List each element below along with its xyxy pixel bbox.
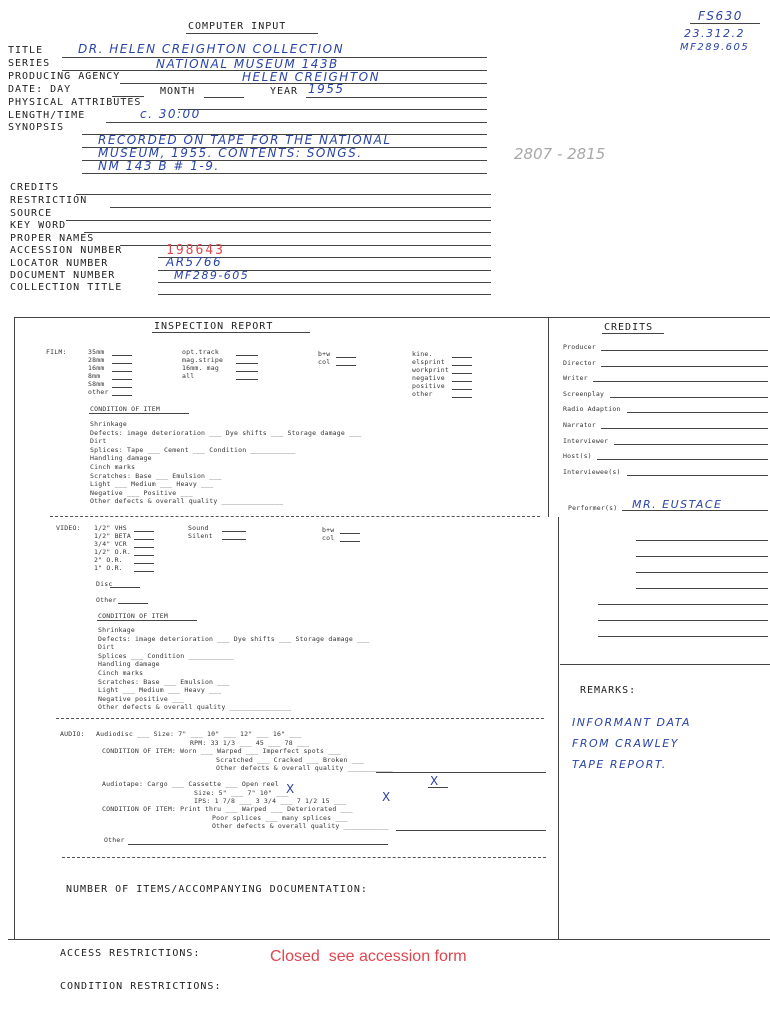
film-label: FILM: [46, 348, 67, 356]
video-condition-item: Cinch marks [98, 669, 144, 677]
physical-line [178, 109, 487, 110]
inspection-underline [152, 332, 310, 333]
audiodisc-row: Audiodisc ___ Size: 7" ___ 10" ___ 12" ___ 16" ___ [96, 730, 302, 738]
video-format-option-line [134, 531, 154, 532]
access-restrictions-label: ACCESS RESTRICTIONS: [60, 948, 201, 959]
remarks-line-1: INFORMANT DATA [572, 716, 691, 729]
film-condition-item: Handling damage [90, 454, 152, 463]
keyword-line [84, 232, 491, 233]
credit-role-label: Narrator [563, 421, 596, 429]
agency-label: PRODUCING AGENCY [8, 71, 121, 82]
credit-role-line [627, 412, 768, 413]
month-line [204, 97, 244, 98]
video-color-option: b+w [322, 526, 335, 534]
film-track-option: 16mm. mag [182, 364, 220, 372]
performer-blank-line [598, 604, 768, 605]
locator-label: LOCATOR NUMBER [10, 258, 109, 269]
film-size-option: 35mm [88, 348, 105, 356]
performer-blank-line [636, 572, 768, 573]
frame-divider-lower [558, 517, 559, 939]
film-print-option: negative [412, 374, 445, 382]
video-condition-item: Light ___ Medium ___ Heavy ___ [98, 686, 222, 695]
document-label: DOCUMENT NUMBER [10, 270, 116, 281]
collection-line [158, 294, 491, 295]
video-condition-item: Negative positive ___ [98, 694, 185, 703]
film-size-option: 28mm [88, 356, 105, 364]
length-label: LENGTH/TIME [8, 110, 86, 121]
film-track-option: opt.track [182, 348, 220, 356]
credit-role-line [593, 381, 768, 382]
remarks-top-line [560, 664, 770, 665]
inspection-heading: INSPECTION REPORT [154, 321, 274, 332]
film-size-option: other [88, 388, 109, 396]
frame-bottom [8, 939, 770, 940]
video-sound-option: Silent [188, 532, 213, 540]
series-label: SERIES [8, 58, 51, 69]
film-size-option: 16mm [88, 364, 105, 372]
film-print-option: kine. [412, 350, 433, 358]
size-7-check: X [286, 782, 296, 796]
corner-mf-number: MF289.605 [680, 42, 750, 53]
audio-separator [62, 857, 546, 858]
synopsis-line-d [82, 173, 487, 174]
video-condition-item: Scratches: Base ___ Emulsion ___ [98, 677, 230, 686]
film-size-option-line [112, 395, 132, 396]
open-reel-check: X [430, 774, 440, 788]
film-print-option-line [452, 389, 472, 390]
form-heading: COMPUTER INPUT [188, 21, 287, 32]
video-format-option: 1/2" VHS [94, 524, 127, 532]
corner-fs-number: FS630 [698, 9, 743, 23]
film-size-option-line [112, 355, 132, 356]
corner-underline [690, 23, 760, 24]
credit-role-label: Host(s) [563, 452, 592, 461]
agency-value: HELEN CREIGHTON [242, 70, 381, 84]
source-label: SOURCE [10, 208, 53, 219]
pencil-range: 2807 - 2815 [514, 145, 606, 163]
credit-role-line [601, 350, 768, 351]
video-condition-underline [97, 620, 197, 621]
video-condition-item: Dirt [98, 643, 115, 652]
film-color-option-line [336, 365, 356, 366]
film-separator [50, 516, 540, 517]
film-print-option: other [412, 390, 433, 398]
proper-label: PROPER NAMES [10, 233, 95, 244]
credit-role-label: Director [563, 358, 596, 367]
year-value: 1955 [308, 82, 345, 96]
ips-check: X [382, 790, 392, 804]
video-disc: Disc [96, 580, 113, 588]
accession-label: ACCESSION NUMBER [10, 245, 123, 256]
credits-line [76, 194, 491, 195]
collection-label: COLLECTION TITLE [10, 282, 123, 293]
film-print-option: workprint [412, 366, 450, 374]
credit-role-line [614, 444, 768, 445]
audio-condition-3: Other defects & overall quality ___________ [216, 764, 393, 772]
film-color-option: b+w [318, 350, 331, 358]
credit-role-label: Screenplay [563, 389, 605, 398]
film-condition-item: Shrinkage [90, 420, 128, 428]
video-disc-line [110, 587, 140, 588]
remarks-line-3: TAPE REPORT. [572, 758, 667, 771]
accession-value: 198643 [166, 243, 225, 258]
month-label: MONTH [160, 86, 196, 97]
film-print-option: positive [412, 382, 445, 390]
video-condition-item: Shrinkage [98, 626, 136, 634]
video-sound-option-line [222, 539, 246, 540]
film-size-option-line [112, 371, 132, 372]
corner-number-2: 23.312.2 [684, 27, 745, 40]
video-format-option-line [134, 555, 154, 556]
video-format-option: 3/4" VCR [94, 540, 127, 548]
audio-label: AUDIO: [60, 730, 85, 738]
year-line [306, 97, 487, 98]
film-track-option-line [236, 355, 258, 356]
credit-role-line [627, 475, 768, 476]
film-print-option-line [452, 397, 472, 398]
tape-condition-line [396, 830, 546, 831]
tape-condition-2: Poor splices ___ many splices ___ [212, 814, 348, 822]
film-print-option-line [452, 373, 472, 374]
credit-role-label: Writer [563, 374, 588, 383]
rpm-row: RPM: 33 1/3 ___ 45 ___ 78 ___ [190, 739, 310, 747]
video-format-option: 1/2" O.R. [94, 548, 132, 556]
audio-other: Other [104, 836, 125, 844]
performer-label: Performer(s) [568, 504, 618, 512]
frame-top [14, 317, 770, 318]
synopsis-text-2: MUSEUM, 1955. CONTENTS: SONGS. [98, 146, 363, 160]
video-format-option: 2" O.R. [94, 556, 123, 564]
film-track-option: all [182, 372, 195, 380]
length-line [106, 122, 487, 123]
performer-line [622, 510, 768, 511]
restriction-label: RESTRICTION [10, 195, 88, 206]
condition-restrictions-label: CONDITION RESTRICTIONS: [60, 981, 222, 992]
film-condition-item: Negative ___ Positive ___ [90, 488, 193, 497]
video-format-option-line [134, 563, 154, 564]
video-separator [56, 718, 544, 719]
credit-role-label: Radio Adaption [563, 405, 621, 414]
video-color-option-line [340, 533, 360, 534]
audio-condition-line [376, 772, 546, 773]
performer-blank-line [636, 588, 768, 589]
remarks-label: REMARKS: [580, 685, 637, 696]
frame-divider [548, 317, 549, 517]
tape-condition-3: Other defects & overall quality ___________ [212, 822, 389, 830]
performer-blank-line [598, 636, 768, 637]
open-reel-line [428, 787, 448, 788]
year-label: YEAR [270, 86, 299, 97]
audiotape-row: Audiotape: Cargo ___ Cassette ___ Open reel [102, 780, 279, 788]
film-color-option-line [336, 357, 356, 358]
locator-value: AR5766 [166, 255, 223, 269]
film-track-option-line [236, 363, 258, 364]
film-color-option: col [318, 358, 331, 366]
synopsis-text-1: RECORDED ON TAPE FOR THE NATIONAL [98, 133, 392, 147]
credit-role-line [601, 366, 768, 367]
access-stamp: Closed see accession form [270, 948, 467, 965]
film-condition-item: Splices: Tape ___ Cement ___ Condition ___________ [90, 445, 296, 454]
film-print-option-line [452, 365, 472, 366]
film-condition-item: Light ___ Medium ___ Heavy ___ [90, 480, 214, 489]
video-color-option-line [340, 541, 360, 542]
video-condition-item: Splices ___ Condition ___________ [98, 651, 234, 660]
audio-other-line [128, 844, 388, 845]
video-other: Other [96, 596, 117, 604]
video-format-option: 1/2" BETA [94, 532, 132, 540]
film-size-option-line [112, 379, 132, 380]
credits-heading: CREDITS [604, 322, 654, 333]
performer-blank-line [636, 556, 768, 557]
video-condition-heading: CONDITION OF ITEM [98, 612, 168, 620]
credit-role-line [601, 428, 768, 429]
film-size-option: 8mm [88, 372, 101, 380]
heading-underline [186, 33, 318, 34]
video-format-option-line [134, 547, 154, 548]
film-condition-item: Scratches: Base ___ Emulsion ___ [90, 471, 222, 480]
video-sound-option-line [222, 531, 246, 532]
synopsis-text-3: NM 143 B # 1-9. [98, 159, 220, 173]
film-print-option: elsprint [412, 358, 445, 366]
series-value: NATIONAL MUSEUM 143B [156, 57, 339, 71]
document-line [158, 282, 491, 283]
film-track-option: mag.stripe [182, 356, 224, 364]
credit-role-label: Interviewer [563, 436, 609, 445]
video-condition-item: Other defects & overall quality _______________ [98, 703, 292, 712]
physical-label: PHYSICAL ATTRIBUTES [8, 97, 142, 108]
performer-blank-line [598, 620, 768, 621]
title-label: TITLE [8, 45, 44, 56]
performer-blank-line [636, 540, 768, 541]
credit-role-label: Interviewee(s) [563, 467, 621, 476]
film-condition-item: Cinch marks [90, 463, 136, 471]
video-condition-item: Defects: image deterioration ___ Dye shifts ___ Storage damage ___ [98, 634, 370, 643]
video-other-line [118, 603, 148, 604]
film-track-option-line [236, 379, 258, 380]
audio-condition-2: Scratched ___ Cracked ___ Broken ___ [216, 756, 365, 764]
credits-label: CREDITS [10, 182, 60, 193]
film-track-option-line [236, 371, 258, 372]
remarks-line-2: FROM CRAWLEY [572, 737, 679, 750]
ips-row: IPS: 1 7/8 ___ 3 3/4 ___ 7 1/2 15 ___ [194, 797, 347, 805]
film-condition-underline [89, 413, 189, 414]
source-line [66, 220, 491, 221]
video-sound-option: Sound [188, 524, 209, 532]
document-value: MF289-605 [174, 269, 250, 282]
title-value: DR. HELEN CREIGHTON COLLECTION [78, 42, 345, 56]
film-print-option-line [452, 381, 472, 382]
restriction-line [110, 207, 491, 208]
frame-left [14, 317, 15, 939]
video-format-option-line [134, 539, 154, 540]
film-condition-item: Dirt [90, 437, 107, 446]
film-print-option-line [452, 357, 472, 358]
film-size-option-line [112, 363, 132, 364]
number-of-items: NUMBER OF ITEMS/ACCOMPANYING DOCUMENTATION: [66, 884, 368, 895]
video-condition-item: Handling damage [98, 660, 160, 669]
credit-role-label: Producer [563, 343, 596, 351]
audio-condition-1: CONDITION OF ITEM: Worn ___ Warped ___ Imperfect spots ___ [102, 747, 341, 755]
tape-condition-1: CONDITION OF ITEM: Print thru ___ Warped ___ Deteriorated ___ [102, 805, 353, 813]
film-size-option-line [112, 387, 132, 388]
film-size-option: S8mm [88, 380, 105, 388]
video-label: VIDEO: [56, 524, 81, 532]
film-condition-heading: CONDITION OF ITEM [90, 405, 160, 413]
video-format-option: 1" O.R. [94, 564, 123, 572]
credit-role-line [610, 397, 768, 398]
length-value: c. 30:00 [140, 107, 201, 121]
credits-underline [602, 333, 664, 334]
video-color-option: col [322, 534, 335, 542]
video-format-option-line [134, 571, 154, 572]
film-condition-item: Defects: image deterioration ___ Dye shifts ___ Storage damage ___ [90, 428, 362, 437]
credit-role-line [597, 459, 768, 460]
keyword-label: KEY WORD [10, 220, 67, 231]
synopsis-label: SYNOPSIS [8, 122, 65, 133]
film-condition-item: Other defects & overall quality _______________ [90, 497, 284, 506]
performer-value: MR. EUSTACE [632, 498, 723, 511]
tape-size-row: Size: 5" ___ 7" 10" ___ [194, 789, 289, 797]
date-label: DATE: DAY [8, 84, 72, 95]
